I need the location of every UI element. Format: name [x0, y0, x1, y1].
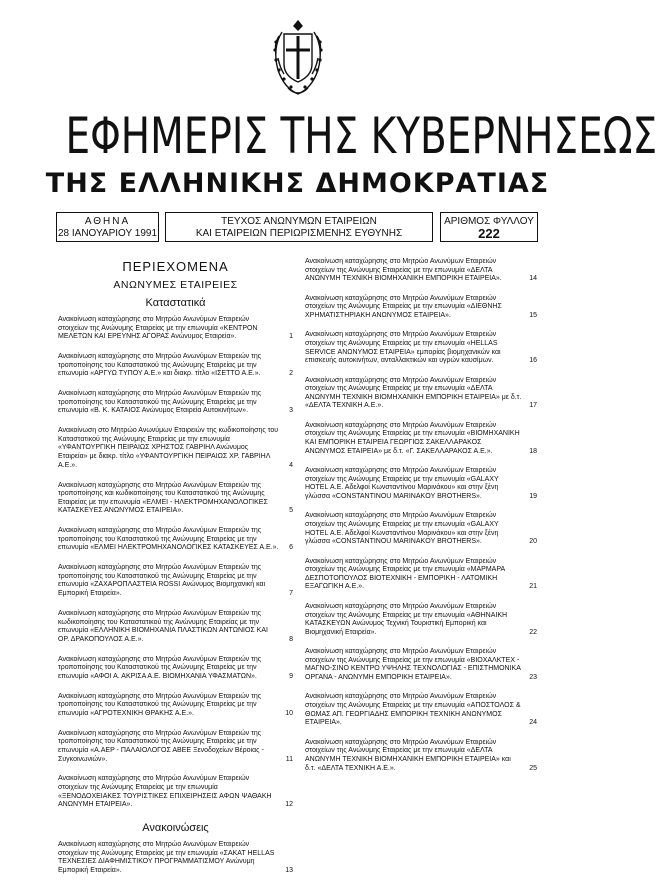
entry-page-number: 4 [289, 461, 293, 469]
issue-type-box [165, 212, 433, 242]
entry-page-number: 5 [289, 507, 293, 515]
entry-page-number: 1 [289, 333, 293, 341]
issue-type-line1: ΤΕΥΧΟΣ ΑΝΩΝΥΜΩΝ ΕΤΑΙΡΕΙΩΝ [221, 216, 377, 227]
entry-text: Ανακοίνωση καταχώρησης στο Μητρώο Ανωνύμων Εταιρειών της τροποποίησης και κωδικοποίησης του Καταστατικού της Ανώνυμης Εταιρείας με την επωνυμία «ΕΛΜΕΙ - ΗΛΕΚΤΡΟΜΗΧΑΝΟΛΟΓΙΚΕΣ ΚΑΤΑΣΚΕΥΕΣ ΑΝΩΝΥΜΟΣ ΕΤΑΙΡΕΙΑ». [58, 481, 268, 515]
entry-text: Ανακοίνωση καταχώρησης στο Μητρώο Ανωνύμων Εταιρειών στοιχείων της Ανώνυμης Εταιρείας με την επωνυμία «ΔΙΕΘΝΗΣ ΧΡΗΜΑΤΙΣΤΗΡΙΑΚΗ ΑΝΩΝΥΜΟΣ ΕΤΑΙΡΕΙΑ». [305, 294, 502, 319]
contents-entry [58, 775, 293, 809]
coat-of-arms-emblem [270, 18, 326, 100]
sheet-number: 222 [478, 226, 500, 241]
contents-entry [58, 316, 293, 342]
entry-text: Ανακοίνωση καταχώρησης στο Μητρώο Ανωνύμων Εταιρειών της τροποποίησης του Καταστατικού της Ανώνυμης Εταιρείας με την επωνυμία «Α.ΑΕΡ - ΠΑΛΑΙΟΛΟΓΟΣ ΑΒΕΕ Ξενοδοχείων Βέροιας - Συγκοινωνιών». [58, 729, 264, 763]
entry-text: Ανακοίνωση καταχώρησης στο Μητρώο Ανωνύμων Εταιρειών της τροποποίησης του Καταστατικού της Ανώνυμης Εταιρείας με την επωνυμία «ΑΓΡΟΤΕΧΝΙΚΗ ΘΡΑΚΗΣ Α.Ε.». [58, 692, 262, 717]
contents-right-column [305, 258, 537, 784]
entry-text: Ανακοίνωση καταχώρησης στο Μητρώο Ανωνύμων Εταιρειών στοιχείων της Ανώνυμης Εταιρείας με την επωνυμία «ΑΘΗΝΑΙΚΗ ΚΑΤΑΣΚΕΥΩΝ Ανώνυμος Τεχνική Τουριστική Εμπορική και Βιομηχανική Εταιρεία». [305, 602, 508, 636]
contents-entry [305, 693, 537, 727]
entry-page-number: 17 [529, 402, 537, 410]
entry-text: Ανακοίνωση καταχώρησης στο Μητρώο Ανωνύμων Εταιρειών της τροποποίησης του Καταστατικού της Ανώνυμης Εταιρείας με την επωνυμία «ΑΦΟΙ Α. ΑΚΡΙΣΑ Α.Ε. ΒΙΟΜΗΧΑΝΙΑ ΥΦΑΣΜΑΤΩΝ». [58, 655, 262, 680]
contents-entry [305, 558, 537, 592]
entry-page-number: 9 [289, 672, 293, 680]
entry-page-number: 8 [289, 635, 293, 643]
entry-page-number: 2 [289, 370, 293, 378]
entry-text: Ανακοίνωση καταχώρησης στο Μητρώο Ανωνύμων Εταιρειών στοιχείων της Ανώνυμης Εταιρείας με την επωνυμία «ΔΕΛΤΑ ΑΝΩΝΥΜΗ ΤΕΧΝΙΚΗ ΒΙΟΜΗΧΑΝΙΚΗ ΕΜΠΟΡΙΚΗ ΕΤΑΙΡΕΙΑ». [305, 258, 502, 283]
contents-entry [58, 693, 293, 719]
entry-page-number: 12 [285, 801, 293, 809]
entry-page-number: 7 [289, 590, 293, 598]
sheet-number-box [440, 212, 538, 242]
contents-entry [58, 353, 293, 379]
contents-entry [58, 427, 293, 470]
entry-text: Ανακοίνωση καταχώρησης στο Μητρώο Ανωνύμων Εταιρειών στοιχείων της Ανώνυμης Εταιρείας με την επωνυμία «ΒΙΟΧΑΛΚΤΕΧ - ΜΑΓΝΟ-ΣΙΝΟ ΚΕΝΤΡΟ ΥΨΗΛΗΣ ΤΕΧΝΟΛΟΓΙΑΣ - ΕΠΙΣΤΗΜΟΝΙΚΑ ΟΡΓΑΝΑ - ΑΝΩΝΥΜΗ ΕΜΠΟΡΙΚΗ ΕΤΑΙΡΕΙΑ». [305, 648, 521, 681]
entry-text: Ανακοίνωση καταχώρησης στο Μητρώο Ανωνύμων Εταιρειών στοιχείων της Ανώνυμης Εταιρείας με την επωνυμία «ΑΠΟΣΤΟΛΟΣ & ΘΩΜΑΣ ΑΠ. ΓΕΩΡΓΙΑΔΗΣ ΕΜΠΟΡΙΚΗ ΤΕΧΝΙΚΗ ΑΝΩΝΥΜΟΣ ΕΤΑΙΡΕΙΑ». [305, 693, 521, 727]
right-entry-list [305, 258, 537, 773]
entry-text: Ανακοίνωση καταχώρησης στο Μητρώο Ανωνύμων Εταιρειών της τροποποίησης του Καταστατικού της Ανώνυμης Εταιρείας με την επωνυμία «ΖΑΧΑΡΟΠΛΑΣΤΕΙΑ ROSSI Ανώνυμος Βιομηχανική και Εμπορική Εταιρεία». [58, 564, 266, 598]
masthead-title: ΕΦΗΜΕΡΙΣ ΤΗΣ ΚΥΒΕΡΝΗΣΕΩΣ [65, 107, 657, 165]
contents-entry [305, 422, 537, 456]
entry-text: Ανακοίνωση καταχώρησης στο Μητρώο Ανωνύμων Εταιρειών στοιχείων της Ανώνυμης Εταιρείας με την επωνυμία «HELLAS SERVICE ΑΝΩΝΥΜΟΣ ΕΤΑΙΡΕΙΑ» εμπορίας βιομηχανικών και επισκευής αυτοκινήτων, ανταλλακτικών και υγρών καυσίμων. [305, 331, 501, 365]
entry-page-number: 21 [529, 583, 537, 591]
entry-page-number: 14 [529, 275, 537, 283]
entry-page-number: 13 [285, 866, 293, 874]
contents-entry [58, 482, 293, 516]
section-heading: ΑΝΩΝΥΜΕΣ ΕΤΑΙΡΕΙΕΣ [113, 279, 238, 291]
entry-text: Ανακοίνωση καταχώρησης στο Μητρώο Ανωνύμων Εταιρειών στοιχείων της Ανώνυμης Εταιρείας με την επωνυμία «ΒΙΟΜΗΧΑΝΙΚΗ ΚΑΙ ΕΜΠΟΡΙΚΗ ΕΤΑΙΡΕΙΑ ΓΕΩΡΓΙΟΣ ΣΑΚΕΛΛΑΡΑΚΟΣ ΑΝΩΝΥΜΟΣ ΕΤΑΙΡΕΙΑ» με δ.τ. «Γ. ΣΑΚΕΛΛΑΡΑΚΟΣ Α.Ε.». [305, 421, 520, 455]
contents-entry [58, 730, 293, 764]
entry-text: Ανακοίνωση καταχώρησης στο Μητρώο Ανωνύμων Εταιρειών της τροποποίησης του Καταστατικού της Ανώνυμης Εταιρείας με την επωνυμία «ΕΛΜΕΙ ΗΛΕΚΤΡΟΜΗΧΑΝΟΛΟΓΙΚΕΣ ΚΑΤΑΣΚΕΥΕΣ Α.Ε.». [58, 527, 279, 552]
left-entry-list-2 [58, 841, 293, 875]
place-date-box [56, 212, 159, 242]
issue-type-line2: ΚΑΙ ΕΤΑΙΡΕΙΩΝ ΠΕΡΙΩΡΙΣΜΕΝΗΣ ΕΥΘΥΝΗΣ [195, 228, 403, 239]
entry-page-number: 15 [529, 311, 537, 319]
entry-page-number: 20 [529, 538, 537, 546]
contents-entry [305, 512, 537, 546]
entry-text: Ανακοίνωση καταχώρησης στο Μητρώο Ανωνύμων Εταιρειών στοιχείων της Ανώνυμης Εταιρείας με την επωνυμία «ΚΕΝΤΡΟΝ ΜΕΛΕΤΩΝ ΚΑΙ ΕΡΕΥΝΗΣ ΑΓΟΡΑΣ Ανώνυμος Εταιρεία». [58, 316, 258, 341]
entry-page-number: 11 [285, 755, 293, 763]
sheet-number-label: ΑΡΙΘΜΟΣ ΦΥΛΛΟΥ [444, 216, 534, 227]
entry-text: Ανακοίνωση στο Μητρώο Ανωνύμων Εταιρειών της κωδικοποίησης του Καταστατικού της Ανώνυμης Εταιρείας με την επωνυμία «ΥΦΑΝΤΟΥΡΓΙΚΗ ΠΕΙΡΑΙΩΣ ΧΡΗΣΤΟΣ ΓΑΒΡΙΗΛ Ανώνυμος Εταιρεία» με διακρ. τίτλο «ΥΦΑΝΤΟΥΡΓΙΚΗ ΠΕΙΡΑΙΩΣ ΧΡ. ΓΑΒΡΙΗΛ Α.Ε.». [58, 427, 279, 469]
entry-page-number: 6 [289, 544, 293, 552]
entry-page-number: 22 [529, 628, 537, 636]
contents-left-column [58, 258, 293, 887]
contents-entry [58, 610, 293, 644]
entry-page-number: 25 [529, 764, 537, 772]
entry-page-number: 3 [289, 407, 293, 415]
contents-entry [305, 467, 537, 501]
entry-text: Ανακοίνωση καταχώρησης στο Μητρώο Ανωνύμων Εταιρειών της κωδικοποίησης του Καταστατικού της Ανώνυμης Εταιρείας με την επωνυμία «ΕΛΛΗΝΙΚΗ ΒΙΟΜΗΧΑΝΙΑ ΠΛΑΣΤΙΚΩΝ ΑΝΤΩΝΙΟΣ ΚΑΙ ΟΡ. ΔΡΑΚΟΠΟΥΛΟΣ Α.Ε.». [58, 609, 268, 643]
entry-page-number: 16 [529, 357, 537, 365]
contents-entry [305, 603, 537, 637]
contents-entry [58, 527, 293, 553]
contents-entry [58, 656, 293, 682]
entry-page-number: 24 [529, 719, 537, 727]
left-entry-list [58, 316, 293, 810]
contents-entry [58, 564, 293, 598]
contents-entry [305, 331, 537, 365]
entry-text: Ανακοίνωση καταχώρησης στο Μητρώο Ανωνύμων Εταιρειών στοιχείων της Ανώνυμης Εταιρείας με την επωνυμία «ΣΑΚΑΤ ΗΕLLAS ΤΕΧΝΕΣΙΕΣ ΔΙΑΦΗΜΙΣΤΙΚΟΥ ΠΡΟΓΡΑΜΜΑΤΙΣΜΟΥ Ανώνυμη Εμπορική Εταιρεία». [58, 841, 275, 874]
contents-heading: ΠΕΡΙΕΧΟΜΕΝΑ [122, 259, 229, 274]
masthead-subtitle: ΤΗΣ ΕΛΛΗΝΙΚΗΣ ΔΗΜΟΚΡΑΤΙΑΣ [45, 168, 550, 199]
contents-entry [305, 258, 537, 284]
contents-entry [305, 739, 537, 773]
contents-entry [305, 295, 537, 321]
issue-date: 28 ΙΑΝΟΥΑΡΙΟΥ 1991 [57, 228, 158, 239]
entry-text: Ανακοίνωση καταχώρησης στο Μητρώο Ανωνύμων Εταιρειών στοιχείων της Ανώνυμης Εταιρείας με την επωνυμία «ΔΕΛΤΑ ΑΝΩΝΥΜΗ ΤΕΧΝΙΚΗ ΒΙΟΜΗΧΑΝΙΚΗ ΕΜΠΟΡΙΚΗ ΕΤΑΙΡΕΙΑ» με δ.τ. «ΔΕΛΤΑ ΤΕΧΝΙΚΗ Α.Ε.». [305, 376, 522, 410]
entry-page-number: 23 [529, 673, 537, 681]
entry-text: Ανακοίνωση καταχώρησης στο Μητρώο Ανωνύμων Εταιρειών της τροποποίησης του Καταστατικού της Ανώνυμης Εταιρείας με την επωνυμία «ΑΡΓΥΩ ΤΥΠΟΥ Α.Ε.» και διακρ. τίτλο «ΙΣΕΤΤΟ Α.Ε.». [58, 353, 262, 378]
city-label: ΑΘΗΝΑ [84, 216, 131, 227]
entry-text: Ανακοίνωση καταχώρησης στο Μητρώο Ανωνύμων Εταιρειών στοιχείων της Ανώνυμης Εταιρείας με την επωνυμία «ΜΑΡΜΑΡΑ ΔΕΣΠΟΤΟΠΟΥΛΟΣ ΒΙΟΤΕΧΝΙΚΗ - ΕΜΠΟΡΙΚΗ - ΛΑΤΟΜΙΚΗ ΕΞΑΓΩΓΙΚΗ Α.Ε.». [305, 557, 505, 591]
entry-page-number: 10 [285, 709, 293, 717]
entry-page-number: 18 [529, 447, 537, 455]
entry-page-number: 19 [529, 492, 537, 500]
entry-text: Ανακοίνωση καταχώρησης στο Μητρώο Ανωνύμων Εταιρειών στοιχείων της Ανώνυμης Εταιρείας με την επωνυμία «ΞΕΝΟΔΟΧΕΙΑΚΕΣ ΤΟΥΡΙΣΤΙΚΕΣ ΕΠΙΧΕΙΡΗΣΕΙΣ ΑΦΩΝ ΨΑΘΑΚΗ ΑΝΩΝΥΜΗ ΕΤΑΙΡΕΙΑ». [58, 775, 272, 809]
entry-text: Ανακοίνωση καταχώρησης στο Μητρώο Ανωνύμων Εταιρειών στοιχείων της Ανώνυμης Εταιρείας με την επωνυμία «ΔΕΛΤΑ ΑΝΩΝΥΜΗ ΤΕΧΝΙΚΗ ΒΙΟΜΗΧΑΝΙΚΗ ΕΜΠΟΡΙΚΗ ΕΤΑΙΡΕΙΑ» και δ.τ. «ΔΕΛΤΑ ΤΕΧΝΙΚΗ Α.Ε.». [305, 738, 511, 772]
entry-text: Ανακοίνωση καταχώρησης στο Μητρώο Ανωνύμων Εταιρειών στοιχείων της Ανώνυμης Εταιρείας με την επωνυμία «GALAXY HOTEL Α.Ε. Αδελφοί Κωνσταντίνου Μαρινάκου» και στην ξένη γλώσσα «CONSTANTINOU MARINAKOY BROTHERS». [305, 467, 499, 500]
contents-entry [58, 390, 293, 416]
subsection-announcements: Ανακοινώσεις [142, 822, 209, 835]
entry-text: Ανακοίνωση καταχώρησης στο Μητρώο Ανωνύμων Εταιρειών στοιχείων της Ανώνυμης Εταιρείας με την επωνυμία «GALAXY HOTEL Α.Ε. Αδελφοί Κωνσταντίνου Μαρινάκου» και στην ξένη γλώσσα «CONSTANTINOU MARINAKOY BROTHERS». [305, 512, 499, 546]
contents-entry [305, 377, 537, 411]
entry-text: Ανακοίνωση καταχώρησης στο Μητρώο Ανωνύμων Εταιρειών της τροποποίησης του Καταστατικού της Ανώνυμης Εταιρείας με την επωνυμία «Β. Κ. ΚΑΤΑΙΟΣ Ανώνυμος Εταιρεία Αυτοκινήτων». [58, 390, 262, 415]
subsection-statutes: Καταστατικά [145, 297, 206, 309]
contents-entry [305, 648, 537, 682]
contents-entry [58, 841, 293, 875]
